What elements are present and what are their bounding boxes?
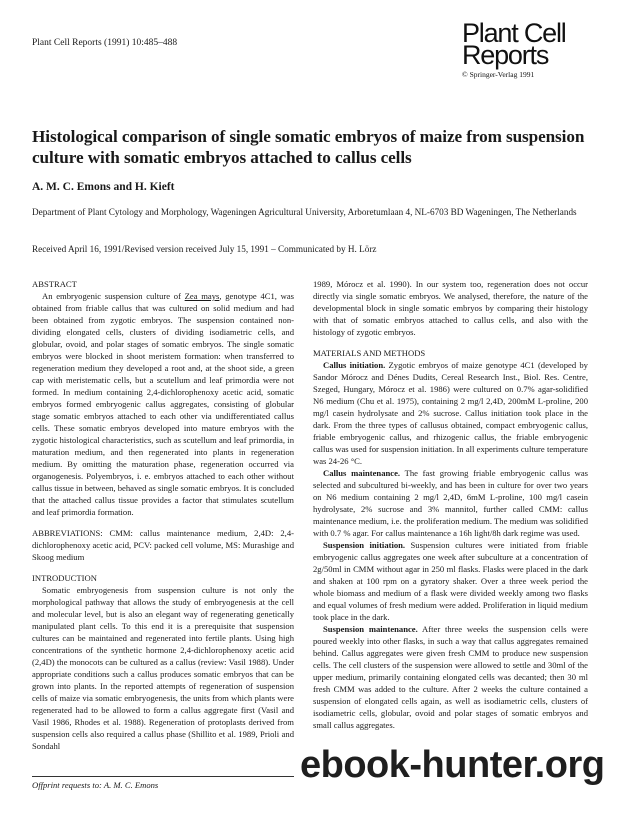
- callus-initiation: Callus initiation. Zygotic embryos of maize genotype 4C1 (developed by Sandor Mórocz and Dénes Dudits, Cereal Research Inst., Biol. Res. Centre, Szeged, Hungary, Mórocz et al. 1986) were cultured on 0.7% agar-solidified N6 medium (Chu et al. 1975), containing 2 mg/l 2,4D, 200mM L-proline, 200 mg/l casein hydrolysate and 2% sucrose. Callus initiation took place in the dark. From the three types of callusus obtained, compact embryogenic callus, friable embryogenic callus, and rhizogenic callus, the friable embryogenic callus was used for suspension initiation. In all experiments culture temperature was 24-26 °C.: [313, 360, 588, 466]
- abstract-heading: ABSTRACT: [32, 279, 77, 289]
- journal-logo-title: Plant Cell Reports: [462, 18, 566, 70]
- right-column: [313, 278, 588, 731]
- left-column: [32, 278, 294, 752]
- affiliation: Department of Plant Cytology and Morphology, Wageningen Agricultural University, Arboretumlaan 4, NL-6703 BD Wageningen, The Netherlands: [32, 207, 577, 217]
- abbreviations: ABBREVIATIONS: CMM: callus maintenance medium, 2,4D: 2,4-dichlorophenoxy acetic acid, PCV: packed cell volume, MS: Murashige and Skoog medium: [32, 528, 294, 562]
- authors: A. M. C. Emons and H. Kieft: [32, 181, 175, 193]
- received-dates: Received April 16, 1991/Revised version received July 15, 1991 – Communicated by H. Lörz: [32, 244, 377, 254]
- offprint-footnote: Offprint requests to: A. M. C. Emons: [32, 776, 294, 790]
- introduction-text: Somatic embryogenesis from suspension culture is not only the morphological pathway that allows the study of embryogenesis at the cell and molecular level, but is also an elegant way of regenerating genetically manipulated plant cells. To this end it is a prerequisite that suspension cultures can be maintained and regenerated into fertile plants. Using high concentrations of the synthetic hormone 2,4-dichlorophenoxy acetic acid (2,4D) the monocots can be cultured as a callus (review: Vasil 1988). Under appropriate conditions such a callus produces somatic embryos that can be grown into plants. In the reported attempts of regeneration of suspension cells of maize via somatic embryogenesis, the units from which plants were regenerated had to be allowed to form a callus aggregate first (Vasil and Vasil 1986, Rhodes et al. 1988). Regeneration of protoplasts derived from suspension cells also required a callus phase (Shillito et al. 1989, Prioli and Sondahl: [32, 585, 294, 751]
- species-name: Zea mays: [184, 291, 220, 301]
- watermark: ebook-hunter.org: [300, 744, 605, 786]
- introduction-continued: 1989, Mórocz et al. 1990). In our system too, regeneration does not occur directly via single somatic embryos. We analysed, therefore, the nature of the developmental block in single somatic embryos by comparing their histology with that of somatic embryos attached to callus cells, and also with the histology of zygotic embryos.: [313, 279, 588, 337]
- journal-reference: Plant Cell Reports (1991) 10:485–488: [32, 38, 178, 48]
- abstract-text: An embryogenic suspension culture of Zea mays, genotype 4C1, was obtained from friable callus that was cultured on solid medium and had been obtained from zygotic embryos. The suspension contained non-dividing elongated cells, clusters of dividing isodiametric cells, and globular, ovoid, and polar stages of somatic embryos. The single somatic embryos were blocked in shoot meristem formation: when transferred to regeneration medium they developed a root and, at the shoot side, a green cap with meristematic cells, but a scutellum and leaf primordia were not formed. In medium containing 2,4-dichlorophenoxy acetic acid, somatic embryos formed embryogenic callus aggregates, consisting of globular stage somatic embryos attached to each other via undifferentiated callus cells. These somatic embryos developed into mature embryos with the zygotic histological characteristics, such as scutellum and leaf primordia, in maturation medium, and then regenerated into plants in regeneration medium. By omitting the maturation phase, regeneration occurred via organogenesis. Polyembryos, i. e. embryos attached to each other without callus tissue in between, behaved as single somatic embryos. It is concluded that the attached callus tissue provides a factor that stimulates scutellum and leaf primordia formation.: [32, 291, 294, 517]
- copyright: © Springer-Verlag 1991: [462, 70, 535, 79]
- methods-heading: MATERIALS AND METHODS: [313, 348, 426, 358]
- journal-logo: [462, 18, 592, 79]
- introduction-heading: INTRODUCTION: [32, 573, 97, 583]
- article-title: Histological comparison of single somatic embryos of maize from suspension culture with somatic embryos attached to callus cells: [32, 127, 585, 167]
- callus-maintenance: Callus maintenance. The fast growing friable embryogenic callus was selected and subcultured bi-weekly, and has been in culture for over two years on N6 medium containing 2 mg/l 2,4D, 6mM L-proline, 100 mg/l casein hydrolysate, 2% sucrose and 3% mannitol, further called CMM: callus maintenance medium, i.e. the proliferation medium. The medium was solidified with 0.7 % agar. For callus maintenance a 16h light/8h dark regime was used.: [313, 468, 588, 538]
- suspension-initiation: Suspension initiation. Suspension cultures were initiated from friable embryogenic callus aggregates one week after subculture at a concentration of 2g/50ml in CMM without agar in 250 ml flasks. Flasks were placed in the dark and shaken at 100 rpm on a gyratory shaker. Over a three week period the whole biomass and medium of a flask were divided weekly among two flasks and equal volumes of fresh medium were added. Proliferation in liquid medium took place in the dark.: [313, 540, 588, 622]
- suspension-maintenance: Suspension maintenance. After three weeks the suspension cells were poured weekly into other flasks, in such a way that callus aggregates remained behind. Callus aggregates were given fresh CMM to produce new suspension cells. The cell clusters of the suspension were allowed to settle and 30ml of the upper medium, primarily containing elongated cells was decanted; then 30 ml fresh CMM was added to the culture. After 2 weeks the culture contained a suspension of elongated cells again, as well as isodiametric cells, clusters of isodiametric cells, globular, ovoid and polar stages of somatic embryos and small callus aggregates.: [313, 624, 589, 730]
